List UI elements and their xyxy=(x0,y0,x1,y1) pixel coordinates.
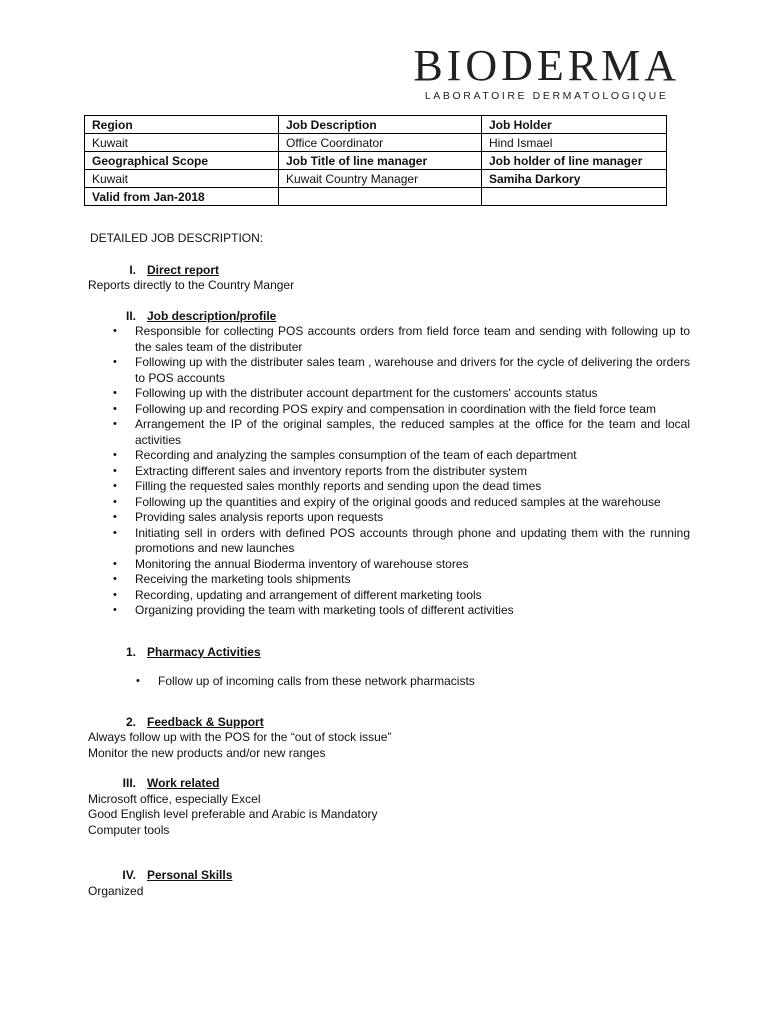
paragraph: Reports directly to the Country Manger xyxy=(88,278,295,292)
section-number: 1. xyxy=(125,644,136,659)
logo-tagline: LABORATOIRE DERMATOLOGIQUE xyxy=(424,90,669,102)
table-row xyxy=(85,170,667,188)
list-item: • Providing sales analysis reports upon requests xyxy=(90,510,690,526)
logo-name: BIODERMA xyxy=(413,41,680,90)
table-cell: Office Coordinator xyxy=(279,134,482,152)
section-title: Pharmacy Activities xyxy=(147,644,261,659)
list-item: • Arrangement the IP of the original samples, the reduced samples at the office for the team and local activities xyxy=(90,417,690,448)
document-heading: DETAILED JOB DESCRIPTION: xyxy=(90,231,264,245)
responsibility-list xyxy=(90,324,690,619)
section-title: Work related xyxy=(147,776,220,790)
job-description-body xyxy=(90,231,690,899)
list-item: • Initiating sell in orders with defined POS accounts through phone and updating them with the running promotions and new launches xyxy=(90,526,690,557)
section-number: III. xyxy=(122,776,136,790)
list-item: • Recording and analyzing the samples consumption of the team of each department xyxy=(90,448,690,464)
section-title: Personal Skills xyxy=(147,868,233,882)
section-heading xyxy=(90,715,690,731)
list-item: • Following up with the distributer account department for the customers' accounts status xyxy=(90,386,690,402)
table-row xyxy=(85,188,667,206)
paragraph: Microsoft office, especially Excel xyxy=(88,791,261,806)
table-cell: Kuwait xyxy=(85,134,279,152)
job-info-table xyxy=(84,115,667,206)
section-title: Job description/profile xyxy=(147,308,277,323)
section-heading xyxy=(90,309,690,325)
list-item: • Following up with the distributer sales team , warehouse and drivers for the cycle of delivering the orders to POS accounts xyxy=(90,355,690,386)
table-cell xyxy=(279,188,482,206)
pharmacy-list xyxy=(90,674,690,690)
section-heading xyxy=(90,868,690,884)
paragraph: Good English level preferable and Arabic is Mandatory xyxy=(88,807,378,821)
section-number: II. xyxy=(125,308,136,323)
table-cell: Valid from Jan-2018 xyxy=(85,188,279,206)
list-item: • Monitoring the annual Bioderma inventory of warehouse stores xyxy=(90,557,690,573)
table-cell xyxy=(482,188,667,206)
section-title: Direct report xyxy=(147,262,220,277)
table-cell: Job holder of line manager xyxy=(482,152,667,170)
list-item: • Follow up of incoming calls from these network pharmacists xyxy=(90,674,690,690)
list-item: • Organizing providing the team with marketing tools of different activities xyxy=(90,603,690,619)
table-row xyxy=(85,116,667,134)
table-cell: Samiha Darkory xyxy=(482,170,667,188)
table-cell: Job Description xyxy=(279,116,482,134)
list-item: • Following up and recording POS expiry and compensation in coordination with the field force team xyxy=(90,402,690,418)
table-row xyxy=(85,152,667,170)
table-cell: Job Holder xyxy=(482,116,667,134)
section-number: 2. xyxy=(125,714,136,729)
section-heading xyxy=(90,263,690,279)
list-item: • Recording, updating and arrangement of different marketing tools xyxy=(90,588,690,604)
list-item: • Following up the quantities and expiry of the original goods and reduced samples at the warehouse xyxy=(90,495,690,511)
table-cell: Hind Ismael xyxy=(482,134,667,152)
bioderma-logo xyxy=(413,41,680,102)
paragraph: Monitor the new products and/or new ranges xyxy=(88,745,326,760)
table-cell: Region xyxy=(85,116,279,134)
paragraph: Computer tools xyxy=(88,822,170,837)
table-cell: Kuwait Country Manager xyxy=(279,170,482,188)
list-item: • Receiving the marketing tools shipments xyxy=(90,572,690,588)
section-heading xyxy=(90,645,690,661)
section-title: Feedback & Support xyxy=(147,714,264,729)
section-number: I. xyxy=(129,262,136,277)
paragraph: Organized xyxy=(88,883,144,898)
table-cell: Job Title of line manager xyxy=(279,152,482,170)
section-heading xyxy=(90,776,690,792)
section-number: IV. xyxy=(122,868,136,882)
list-item: • Responsible for collecting POS accounts orders from field force team and sending with following up to the sales team of the distributer xyxy=(90,324,690,355)
table-row xyxy=(85,134,667,152)
list-item: • Extracting different sales and inventory reports from the distributer system xyxy=(90,464,690,480)
list-item: • Filling the requested sales monthly reports and sending upon the dead times xyxy=(90,479,690,495)
paragraph: Always follow up with the POS for the “out of stock issue” xyxy=(88,730,392,744)
table-cell: Geographical Scope xyxy=(85,152,279,170)
table-cell: Kuwait xyxy=(85,170,279,188)
